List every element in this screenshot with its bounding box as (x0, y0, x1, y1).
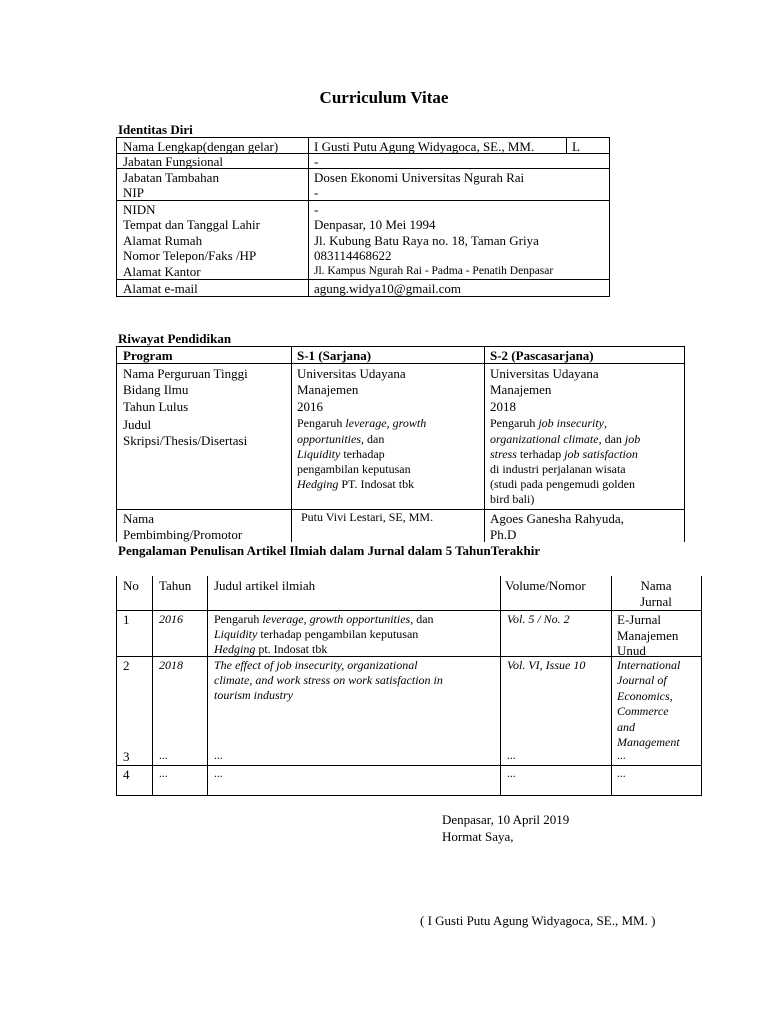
closing-signature: ( I Gusti Putu Agung Widyagoca, SE., MM. ) (420, 913, 656, 928)
label-perguruan-tinggi: Nama Perguruan Tinggi (123, 366, 248, 381)
label-email: Alamat e-mail (123, 281, 198, 296)
s1-judul-line-1: Pengaruh leverage, growth (297, 416, 427, 430)
artikel-row-2-jurnal-line-6: Management (617, 735, 680, 749)
artikel-row-1-judul-line-1: Pengaruh leverage, growth opportunities, dan (214, 612, 434, 626)
label-nama: Nama (123, 511, 155, 526)
value-alamat-rumah: Jl. Kubung Batu Raya no. 18, Taman Griya (314, 233, 539, 248)
s2-judul-line-3: stress terhadap job satisfaction (490, 447, 638, 461)
value-nama: I Gusti Putu Agung Widyagoca, SE., MM. (314, 139, 535, 154)
artikel-row-1-jurnal-line-2: Manajemen (617, 628, 679, 643)
closing-greeting: Hormat Saya, (442, 829, 514, 844)
pendidikan-header-s2: S-2 (Pascasarjana) (490, 348, 594, 363)
artikel-row-3-volume: ... (507, 750, 516, 762)
artikel-row-1-no: 1 (123, 612, 130, 627)
value-jabatan-tambahan: Dosen Ekonomi Universitas Ngurah Rai (314, 170, 525, 185)
value-tempat-lahir: Denpasar, 10 Mei 1994 (314, 217, 436, 232)
artikel-row-2-judul-line-2: climate, and work stress on work satisfaction in (214, 673, 443, 687)
artikel-row-2-volume: Vol. VI, Issue 10 (507, 658, 586, 672)
s2-judul-line-4: di industri perjalanan wisata (490, 462, 626, 476)
artikel-row-3-tahun: ... (159, 750, 168, 762)
label-alamat-kantor: Alamat Kantor (123, 264, 201, 279)
artikel-header-jurnal: Jurnal (640, 594, 672, 609)
s1-perguruan-tinggi: Universitas Udayana (297, 366, 406, 381)
artikel-row-4-volume: ... (507, 768, 516, 780)
page-title: Curriculum Vitae (319, 88, 449, 107)
artikel-row-4-judul: ... (214, 768, 223, 780)
artikel-row-2-no: 2 (123, 658, 130, 673)
s2-pembimbing-line-1: Agoes Ganesha Rahyuda, (490, 511, 624, 526)
artikel-header-no: No (123, 578, 139, 593)
s2-bidang-ilmu: Manajemen (490, 382, 552, 397)
s2-judul-line-2: organizational climate, dan job (490, 432, 641, 446)
artikel-row-1-jurnal-line-3: Unud (617, 643, 646, 658)
s2-pembimbing-line-2: Ph.D (490, 527, 517, 542)
label-tahun-lulus: Tahun Lulus (123, 399, 189, 414)
artikel-row-3-jurnal: ... (617, 750, 626, 762)
artikel-header-volume: Volume/Nomor (505, 578, 586, 593)
artikel-row-2-judul-line-1: The effect of job insecurity, organizational (214, 658, 418, 672)
artikel-header-tahun: Tahun (159, 578, 192, 593)
artikel-row-1-judul-line-3: Hedging pt. Indosat tbk (214, 642, 328, 656)
artikel-heading: Pengalaman Penulisan Artikel Ilmiah dalam Jurnal dalam 5 TahunTerakhir (118, 543, 541, 558)
label-tempat-lahir: Tempat dan Tanggal Lahir (123, 217, 260, 232)
s1-judul-line-4: pengambilan keputusan (297, 462, 411, 476)
s1-judul-line-5: Hedging PT. Indosat tbk (297, 477, 415, 491)
value-alamat-kantor: Jl. Kampus Ngurah Rai - Padma - Penatih Denpasar (314, 265, 554, 277)
pendidikan-heading: Riwayat Pendidikan (118, 331, 232, 346)
artikel-row-1-tahun: 2016 (159, 612, 183, 626)
pendidikan-header-program: Program (123, 348, 173, 363)
label-nip: NIP (123, 185, 144, 200)
artikel-row-1-judul-line-2: Liquidity terhadap pengambilan keputusan (214, 627, 419, 641)
label-nidn: NIDN (123, 202, 156, 217)
s2-judul-line-1: Pengaruh job insecurity, (490, 416, 607, 430)
artikel-row-1-jurnal-line-1: E-Jurnal (617, 612, 662, 627)
s1-pembimbing: Putu Vivi Lestari, SE, MM. (301, 510, 434, 524)
label-judul: Judul (123, 417, 152, 432)
artikel-row-2-jurnal-line-4: Commerce (617, 704, 669, 718)
s1-tahun-lulus: 2016 (297, 399, 323, 414)
value-nidn: - (314, 202, 319, 217)
artikel-row-2-jurnal-line-2: Journal of (617, 673, 667, 687)
artikel-row-3-no: 3 (123, 749, 130, 764)
artikel-row-4-tahun: ... (159, 768, 168, 780)
s2-judul-line-6: bird bali) (490, 492, 535, 506)
label-pembimbing: Pembimbing/Promotor (123, 527, 243, 542)
value-gender: L (572, 139, 580, 154)
label-telepon: Nomor Telepon/Faks /HP (123, 248, 257, 263)
s1-judul-line-3: Liquidity terhadap (297, 447, 385, 461)
s2-judul-line-5: (studi pada pengemudi golden (490, 477, 635, 491)
pendidikan-header-s1: S-1 (Sarjana) (297, 348, 372, 363)
value-jabatan-fungsional: - (314, 154, 319, 169)
artikel-row-4-no: 4 (123, 767, 130, 782)
label-bidang-ilmu: Bidang Ilmu (123, 382, 189, 397)
artikel-row-2-judul-line-3: tourism industry (214, 688, 294, 702)
artikel-row-2-jurnal-line-5: and (617, 720, 635, 734)
artikel-header-judul: Judul artikel ilmiah (214, 578, 316, 593)
artikel-row-1-volume: Vol. 5 / No. 2 (507, 612, 570, 626)
s1-bidang-ilmu: Manajemen (297, 382, 359, 397)
label-jabatan-tambahan: Jabatan Tambahan (123, 170, 219, 185)
value-nip: - (314, 185, 319, 200)
s2-perguruan-tinggi: Universitas Udayana (490, 366, 599, 381)
label-jabatan-fungsional: Jabatan Fungsional (123, 154, 224, 169)
identitas-heading: Identitas Diri (118, 122, 193, 137)
artikel-row-2-tahun: 2018 (159, 658, 183, 672)
value-telepon: 083114468622 (314, 248, 392, 263)
s1-judul-line-2: opportunities, dan (297, 432, 385, 446)
artikel-row-2-jurnal-line-3: Economics, (617, 689, 673, 703)
closing-place-date: Denpasar, 10 April 2019 (442, 812, 570, 827)
value-email: agung.widya10@gmail.com (314, 281, 461, 296)
artikel-header-nama: Nama (640, 578, 672, 593)
artikel-row-2-jurnal-line-1: International (617, 658, 681, 672)
label-skripsi: Skripsi/Thesis/Disertasi (123, 433, 248, 448)
artikel-row-3-judul: ... (214, 750, 223, 762)
label-nama: Nama Lengkap(dengan gelar) (123, 139, 279, 154)
label-alamat-rumah: Alamat Rumah (123, 233, 203, 248)
artikel-row-4-jurnal: ... (617, 768, 626, 780)
s2-tahun-lulus: 2018 (490, 399, 516, 414)
